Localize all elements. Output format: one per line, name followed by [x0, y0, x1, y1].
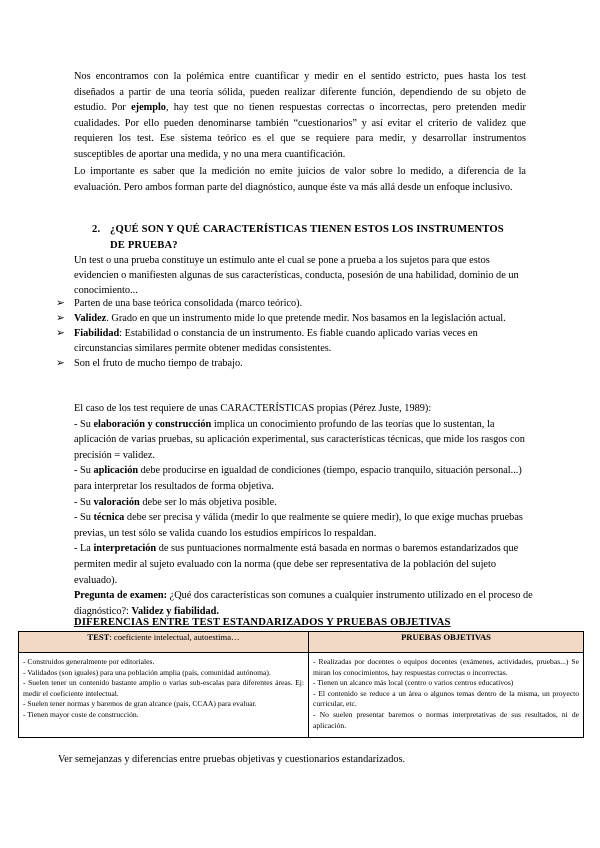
- characteristics-block: [74, 401, 534, 619]
- list-item: [56, 326, 534, 356]
- arrow-bullet-icon: ➢: [56, 328, 65, 339]
- exam-answer: Validez y fiabilidad.: [131, 605, 219, 617]
- section-title-line2: DE PRUEBA?: [110, 240, 178, 251]
- item-text: implica un conocimiento profundo de las teorías que lo sustentan, la aplicación de varias pruebas, su aplicación experimental, sus características técnicas, que mide los rasgos con precisión = validez.: [74, 418, 525, 461]
- exam-label: Pregunta de examen:: [74, 590, 168, 602]
- characteristic-item: [74, 495, 534, 511]
- table-cell-line: - Tienen mayor coste de construcción.: [23, 709, 139, 719]
- intro-paragraph-2: Lo importante es saber que la medición no emite juicios de valor sobre lo medido, a diferencia de la evaluación. Pero ambos forman parte del diagnóstico, aunque éste va más allá desde un enfoque inclusivo.: [74, 166, 526, 193]
- intro-text-b: , hay test que no tienen respuestas correctas o incorrectas, pero pretenden medir cualidades. Por ello pueden denominarse también “cuestionarios” y así evitar el criterio de validez que requieren los test. Ese sistema teórico es el que se requiere para medir, y desarrollar instrumentos susceptibles de aportar una medida, y no una mera cuantificación.: [74, 102, 526, 160]
- table-cell-line: - Tienen un alcance más local (centro o varios centros educativos): [313, 678, 514, 688]
- bullet-label: Validez: [74, 313, 107, 324]
- intro-text-a: Nos encontramos con la polémica entre cuantificar y medir en el sentido estricto, pues hasta los test diseñados a partir de una teoría sólida, pueden realizar diferente función, dependiendo de su objeto de estudio. Por: [74, 71, 526, 113]
- bullet-text: Son el fruto de mucho tiempo de trabajo.: [74, 358, 243, 369]
- header-pruebas: [309, 632, 584, 653]
- exam-question: [74, 588, 534, 619]
- table-header-row: [19, 632, 584, 653]
- pruebas-column: [309, 653, 584, 738]
- item-text: debe ser precisa y válida (medir lo que realmente se quiere medir), lo que exige muchas pruebas previas, un test sólo se valida cuando los estudios empíricos lo respaldan.: [74, 512, 523, 539]
- intro-example-bold: ejemplo: [131, 102, 166, 113]
- table-cell-line: - Suelen tener un contenido bastante amplio o varias sub-escalas para diferentes áreas. Ej: medir el coeficiente intelectual.: [23, 678, 304, 698]
- table-cell-line: - Validados (son iguales) para una población amplia (país, comunidad autónoma).: [23, 667, 271, 677]
- bullet-text: Parten de una base teórica consolidada (marco teórico).: [74, 298, 303, 309]
- table-row: [19, 653, 584, 738]
- comparison-table: [18, 631, 584, 738]
- list-item: [56, 296, 534, 311]
- table-title: DIFERENCIAS ENTRE TEST ESTANDARIZADOS Y PRUEBAS OBJETIVAS: [74, 617, 451, 628]
- item-prefix: - Su: [74, 512, 94, 524]
- item-keyword: valoración: [93, 496, 140, 508]
- header-test: [19, 632, 309, 653]
- item-prefix: - Su: [74, 496, 94, 508]
- item-prefix: - La: [74, 543, 94, 555]
- item-keyword: interpretación: [93, 543, 157, 555]
- arrow-bullet-icon: ➢: [56, 358, 65, 369]
- table-cell-line: - El contenido se reduce a un área o algunos temas dentro de la misma, un proyecto curricular, etc.: [313, 688, 579, 709]
- item-text: debe producirse en igualdad de condiciones (tiempo, espacio tranquilo, situación personal...) para interpretar los resultados de forma objetiva.: [74, 465, 522, 492]
- section-number: 2.: [92, 224, 101, 235]
- arrow-bullet-icon: ➢: [56, 298, 65, 309]
- table-cell-line: - Realizadas por docentes o equipos docentes (exámenes, actividades, pruebas...) Se miran los conocimientos, hay respuestas correctas o incorrectas.: [313, 657, 579, 677]
- header-pruebas-label: PRUEBAS OBJETIVAS: [401, 632, 491, 642]
- item-keyword: elaboración y construcción: [93, 418, 212, 430]
- bullet-list: [56, 296, 534, 371]
- table-cell-line: - Construidos generalmente por editoriales.: [23, 657, 155, 666]
- list-item: [56, 356, 534, 371]
- bullet-text: : Estabilidad o constancia de un instrumento. Es fiable cuando aplicado varias veces en circunstancias similares permite obtener medidas consistentes.: [74, 328, 478, 354]
- table-cell-line: - No suelen presentar baremos o normas interpretativas de sus resultados, ni de aplicación.: [313, 709, 579, 730]
- characteristics-intro: El caso de los test requiere de unas CARACTERÍSTICAS propias (Pérez Juste, 1989):: [74, 403, 432, 414]
- arrow-bullet-icon: ➢: [56, 313, 65, 324]
- footer-note: Ver semejanzas y diferencias entre pruebas objetivas y cuestionarios estandarizados.: [58, 754, 406, 765]
- item-prefix: - Su: [74, 465, 94, 477]
- item-prefix: - Su: [74, 418, 94, 430]
- bullet-text: . Grado en que un instrumento mide lo que pretende medir. Nos basamos en la legislación actual.: [106, 313, 506, 324]
- list-item: [56, 311, 534, 326]
- item-keyword: aplicación: [93, 465, 139, 477]
- test-definition: Un test o una prueba constituye un estímulo ante el cual se pone a prueba a los sujetos para que estos evidencien o manifiesten algunas de sus características, conducta, posesión de una habilidad, dominio de un conocimiento...: [74, 255, 519, 296]
- bullet-label: Fiabilidad: [74, 328, 120, 339]
- characteristic-item: [74, 510, 534, 541]
- characteristic-item: [74, 417, 534, 464]
- characteristic-item: [74, 541, 534, 588]
- table-cell-line: - Suelen tener normas y baremos de gran alcance (país, CCAA) para evaluar.: [23, 699, 257, 709]
- section-heading: [92, 222, 532, 254]
- item-text: de sus puntuaciones normalmente está basada en normas o baremos estandarizados que permiten medir al sujeto evaluado con la norma (que debe ser representativa de la población del sujeto evaluado).: [74, 543, 519, 586]
- test-column: [19, 653, 309, 738]
- intro-paragraph-1: [74, 69, 526, 162]
- characteristic-item: [74, 463, 534, 494]
- header-test-bold: TEST: [87, 632, 110, 642]
- section-title-line1: ¿QUÉ SON Y QUÉ CARACTERÍSTICAS TIENEN ESTOS LOS INSTRUMENTOS: [110, 224, 504, 235]
- item-text: debe ser lo más objetiva posible.: [139, 496, 277, 508]
- item-keyword: técnica: [93, 512, 125, 524]
- header-test-rest: : coeficiente intelectual, autoestima…: [109, 632, 240, 642]
- exam-text: ¿Qué dos características son comunes a cualquier instrumento utilizado en el proceso de diagnóstico?:: [74, 590, 533, 617]
